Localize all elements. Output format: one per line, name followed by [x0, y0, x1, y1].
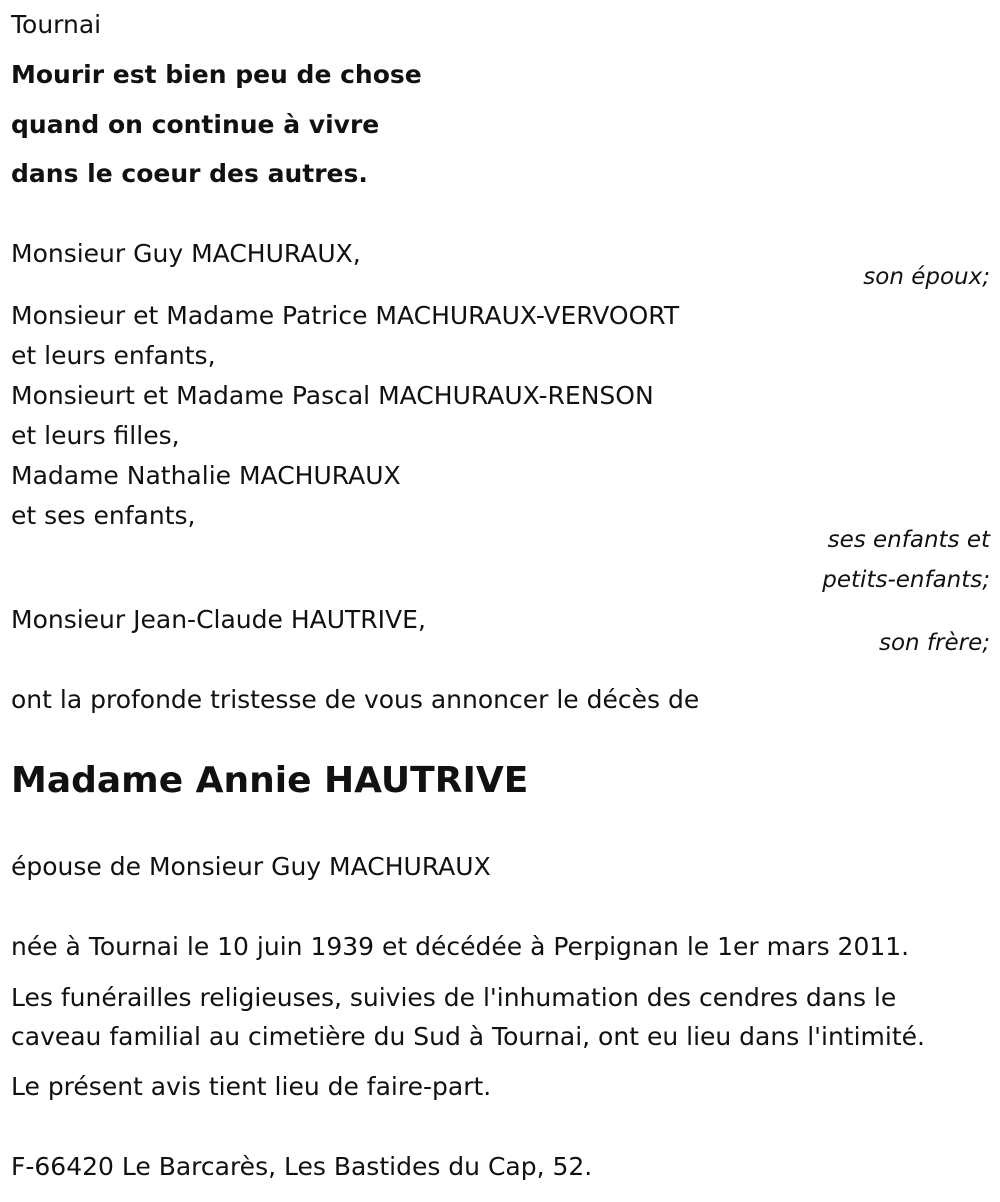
family-child-5: Madame Nathalie MACHURAUX [11, 461, 401, 490]
deceased-name: Madame Annie HAUTRIVE [11, 760, 529, 801]
family-child-3: Monsieurt et Madame Pascal MACHURAUX-RENSON [11, 381, 654, 410]
family-child-4: et leurs filles, [11, 421, 180, 450]
family-brother: Monsieur Jean-Claude HAUTRIVE, [11, 605, 426, 634]
address: F-66420 Le Barcarès, Les Bastides du Cap, 52. [11, 1152, 593, 1181]
funeral-line-2: caveau familial au cimetière du Sud à Tournai, ont eu lieu dans l'intimité. [11, 1022, 925, 1051]
funeral-line-1: Les funérailles religieuses, suivies de l'inhumation des cendres dans le [11, 983, 897, 1012]
children-relation-2: petits-enfants; [822, 567, 990, 593]
family-child-1: Monsieur et Madame Patrice MACHURAUX-VERVOORT [11, 301, 680, 330]
spouse-relation: son époux; [863, 264, 990, 290]
family-child-6: et ses enfants, [11, 501, 196, 530]
spouse-of: épouse de Monsieur Guy MACHURAUX [11, 852, 491, 881]
quote-line-1: Mourir est bien peu de chose [11, 60, 422, 89]
quote-line-3: dans le coeur des autres. [11, 159, 368, 188]
city-heading: Tournai [11, 10, 102, 39]
family-spouse: Monsieur Guy MACHURAUX, [11, 239, 361, 268]
birth-death: née à Tournai le 10 juin 1939 et décédée à Perpignan le 1er mars 2011. [11, 932, 910, 961]
notice: Le présent avis tient lieu de faire-part. [11, 1072, 492, 1101]
children-relation-1: ses enfants et [827, 527, 990, 553]
brother-relation: son frère; [878, 630, 990, 656]
quote-line-2: quand on continue à vivre [11, 110, 380, 139]
announcement: ont la profonde tristesse de vous annoncer le décès de [11, 685, 700, 714]
family-child-2: et leurs enfants, [11, 341, 216, 370]
